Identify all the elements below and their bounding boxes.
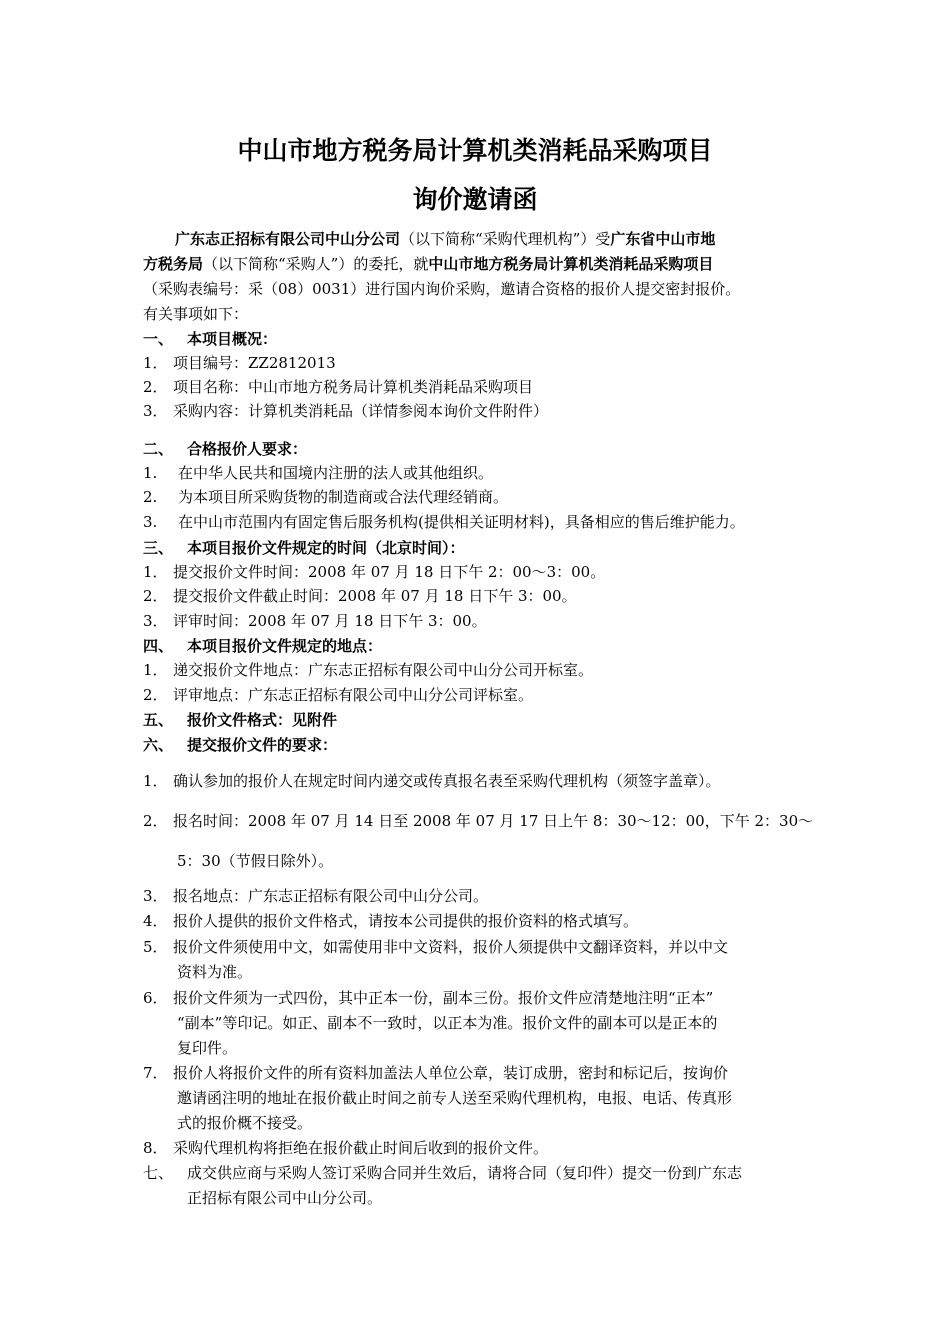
list-item: 5． 报价文件须使用中文，如需使用非中文资料，报价人须提供中文翻译资料，并以中文	[143, 938, 729, 956]
list-item-continuation: “副本”等印记。如正、副本不一致时，以正本为准。报价文件的副本可以是正本的	[177, 1014, 718, 1032]
intro-line-4: 有关事项如下：	[143, 305, 249, 323]
list-item: 3． 报名地点：广东志正招标有限公司中山分公司。	[143, 887, 489, 905]
list-item: 1． 提交报价文件时间：2008 年 07 月 18 日下午 2：00～3：00。	[143, 563, 606, 581]
list-item: 1. 在中华人民共和国境内注册的法人或其他组织。	[143, 464, 494, 482]
document-subtitle: 询价邀请函	[412, 185, 538, 214]
intro-line-2: 方税务局（以下简称“采购人”）的委托，就中山市地方税务局计算机类消耗品采购项目	[143, 255, 714, 273]
list-item: 2. 为本项目所采购货物的制造商或合法代理经销商。	[143, 488, 509, 506]
list-item: 2． 提交报价文件截止时间：2008 年 07 月 18 日下午 3：00。	[143, 587, 577, 605]
agency-name: 广东志正招标有限公司中山分公司	[175, 230, 401, 248]
list-item: 7． 报价人将报价文件的所有资料加盖法人单位公章，装订成册，密封和标记后，按询价	[143, 1064, 729, 1082]
section-4-heading: 四、 本项目报价文件规定的地点：	[143, 637, 383, 655]
project-name: 中山市地方税务局计算机类消耗品采购项目	[428, 255, 714, 273]
list-item-continuation: 复印件。	[177, 1039, 238, 1057]
list-item: 1． 项目编号：ZZ2812013	[143, 354, 336, 372]
list-item: 4． 报价人提供的报价文件格式，请按本公司提供的报价资料的格式填写。	[143, 912, 639, 930]
section-1-heading: 一、 本项目概况：	[143, 330, 278, 348]
list-item: 3． 评审时间：2008 年 07 月 18 日下午 3：00。	[143, 612, 487, 630]
document-title: 中山市地方税务局计算机类消耗品采购项目	[237, 136, 713, 165]
section-7-paragraph: 七、 成交供应商与采购人签订采购合同并生效后，请将合同（复印件）提交一份到广东志	[143, 1164, 743, 1182]
list-item: 8． 采购代理机构将拒绝在报价截止时间后收到的报价文件。	[143, 1139, 549, 1157]
section-3-heading: 三、 本项目报价文件规定的时间（北京时间）：	[143, 539, 465, 557]
list-item-continuation: 邀请函注明的地址在报价截止时间之前专人送至采购代理机构，电报、电话、传真形	[177, 1089, 733, 1107]
list-item: 1． 确认参加的报价人在规定时间内递交或传真报名表至采购代理机构（须签字盖章）。	[143, 772, 721, 790]
section-6-heading: 六、 提交报价文件的要求：	[143, 736, 338, 754]
list-item-continuation: 式的报价概不接受。	[177, 1114, 313, 1132]
list-item-continuation: 资料为准。	[177, 963, 253, 981]
intro-line-1: 广东志正招标有限公司中山分公司（以下简称“采购代理机构”）受广东省中山市地	[175, 230, 716, 248]
list-item: 3． 采购内容：计算机类消耗品（详情参阅本询价文件附件）	[143, 402, 549, 420]
list-item-continuation: 5：30（节假日除外）。	[177, 852, 334, 870]
purchaser-name: 广东省中山市地	[610, 230, 716, 248]
section-5-heading: 五、 报价文件格式：见附件	[143, 711, 338, 729]
intro-line-3: （采购表编号：采（08）0031）进行国内询价采购，邀请合资格的报价人提交密封报价。	[143, 280, 741, 298]
list-item: 2． 报名时间：2008 年 07 月 14 日至 2008 年 07 月 17 日上午 8：30～12：00，下午 2：30～	[143, 812, 814, 830]
section-7-continuation: 正招标有限公司中山分公司。	[187, 1189, 383, 1207]
list-item: 6． 报价文件须为一式四份，其中正本一份，副本三份。报价文件应清楚地注明“正本”	[143, 989, 714, 1007]
list-item: 1． 递交报价文件地点：广东志正招标有限公司中山分公司开标室。	[143, 661, 594, 679]
list-item: 3. 在中山市范围内有固定售后服务机构(提供相关证明材料)，具备相应的售后维护能力。	[143, 513, 745, 531]
list-item: 2． 评审地点：广东志正招标有限公司中山分公司评标室。	[143, 686, 534, 704]
list-item: 2． 项目名称：中山市地方税务局计算机类消耗品采购项目	[143, 378, 534, 396]
section-2-heading: 二、 合格报价人要求：	[143, 440, 308, 458]
